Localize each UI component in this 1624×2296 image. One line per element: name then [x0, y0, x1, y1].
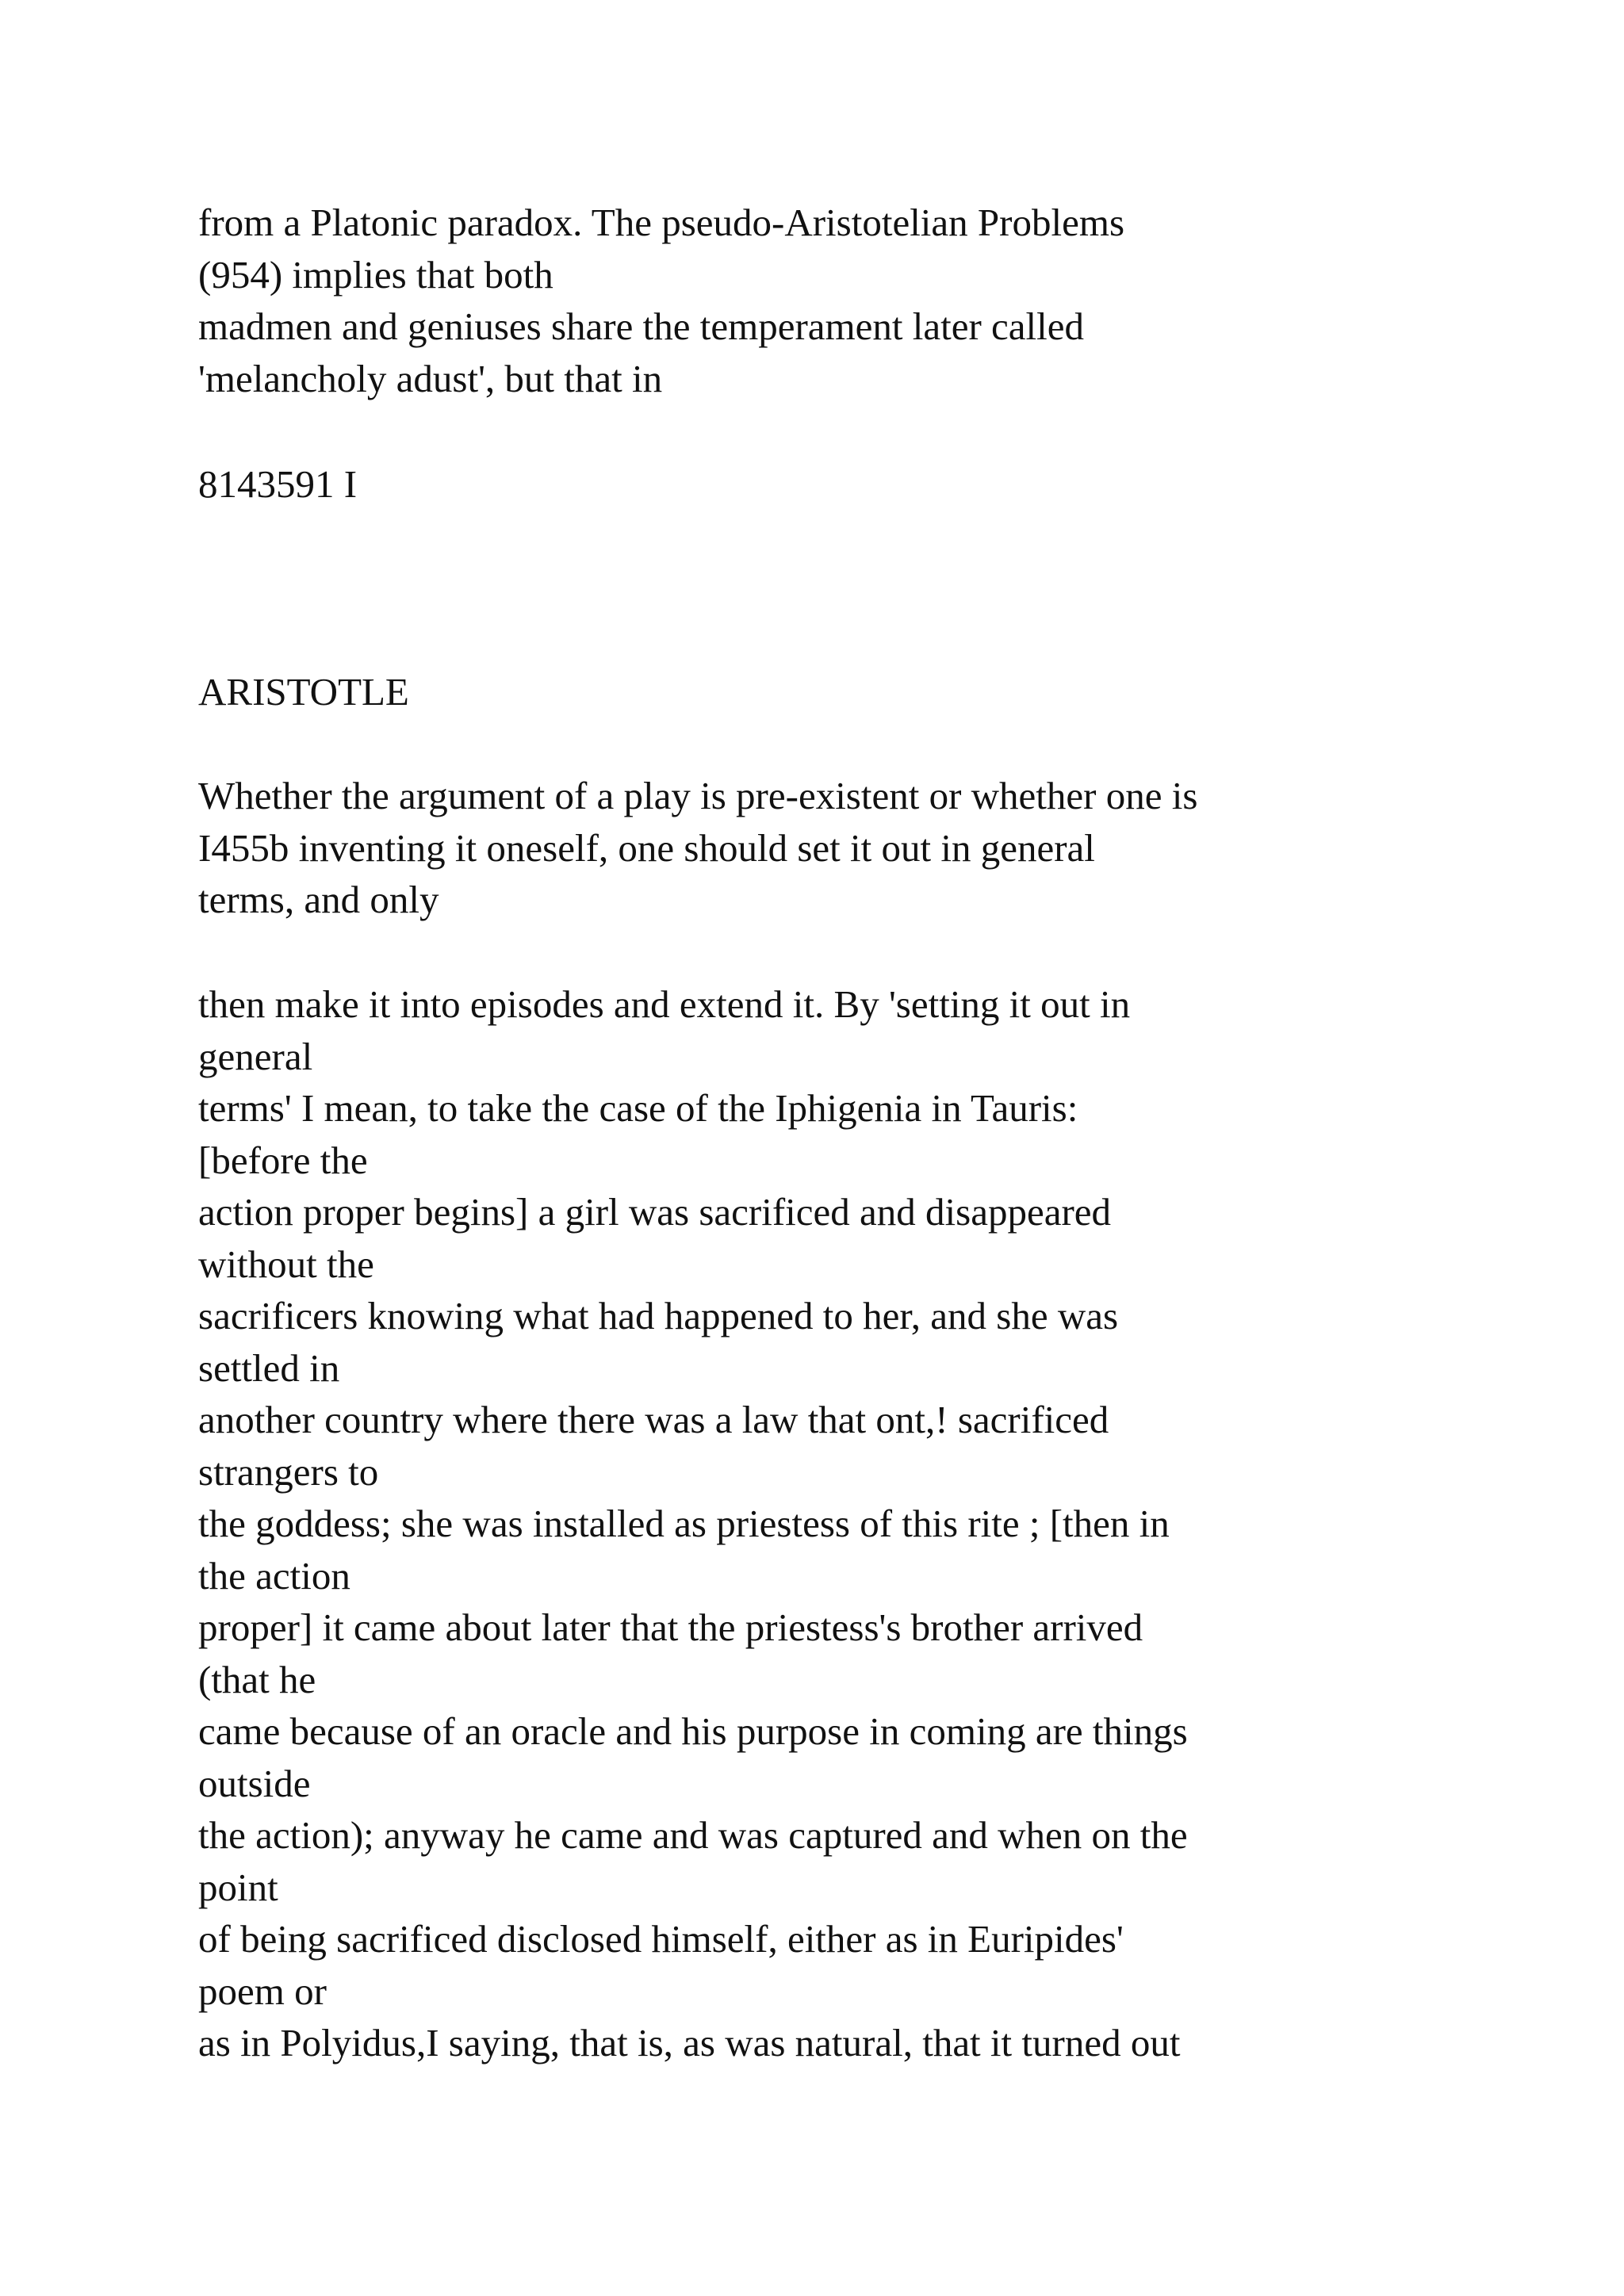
- reference-code-text: 8143591 I: [198, 462, 358, 506]
- text-line: the goddess; she was installed as priestess of this rite ; [then in: [198, 1502, 1170, 1545]
- text-line: [before the: [198, 1138, 368, 1182]
- text-line: terms, and only: [198, 878, 439, 921]
- reference-code: [198, 458, 1562, 511]
- text-line: another country where there was a law that ont,! sacrificed: [198, 1398, 1109, 1441]
- text-line: general: [198, 1034, 313, 1078]
- text-line: poem or: [198, 1969, 327, 2013]
- text-line: settled in: [198, 1345, 340, 1390]
- text-line: outside: [198, 1761, 311, 1805]
- text-line: then make it into episodes and extend it. By 'setting it out in: [198, 982, 1131, 1026]
- text-line: action proper begins] a girl was sacrificed and disappeared: [198, 1190, 1112, 1234]
- text-line: (that he: [198, 1657, 316, 1701]
- text-line: the action); anyway he came and was captured and when on the: [198, 1813, 1188, 1857]
- body-paragraph-1: [198, 770, 1562, 926]
- text-line: without the: [198, 1242, 374, 1286]
- text-line: point: [198, 1865, 278, 1909]
- text-line: 'melancholy adust', but that in: [198, 356, 663, 400]
- text-line: came because of an oracle and his purpose in coming are things: [198, 1709, 1188, 1753]
- text-line: Whether the argument of a play is pre-existent or whether one is: [198, 774, 1198, 817]
- text-line: terms' I mean, to take the case of the Iphigenia in Tauris:: [198, 1086, 1078, 1130]
- text-line: proper] it came about later that the priestess's brother arrived: [198, 1605, 1143, 1649]
- section-heading: [198, 666, 1562, 718]
- text-line: the action: [198, 1553, 350, 1598]
- text-line: of being sacrificed disclosed himself, either as in Euripides': [198, 1917, 1124, 1961]
- text-line: sacrificers knowing what had happened to her, and she was: [198, 1294, 1119, 1337]
- section-heading-text: ARISTOTLE: [198, 670, 409, 714]
- body-paragraph-2: [198, 978, 1562, 2069]
- text-line: I455b inventing it oneself, one should set it out in general: [198, 825, 1095, 870]
- text-line: (954) implies that both: [198, 252, 553, 297]
- text-line: madmen and geniuses share the temperament later called: [198, 304, 1084, 348]
- text-line: from a Platonic paradox. The pseudo-Aristotelian Problems: [198, 201, 1125, 244]
- intro-paragraph: [198, 197, 1562, 404]
- text-line: as in Polyidus,I saying, that is, as was natural, that it turned out: [198, 2021, 1181, 2064]
- text-line: strangers to: [198, 1449, 379, 1494]
